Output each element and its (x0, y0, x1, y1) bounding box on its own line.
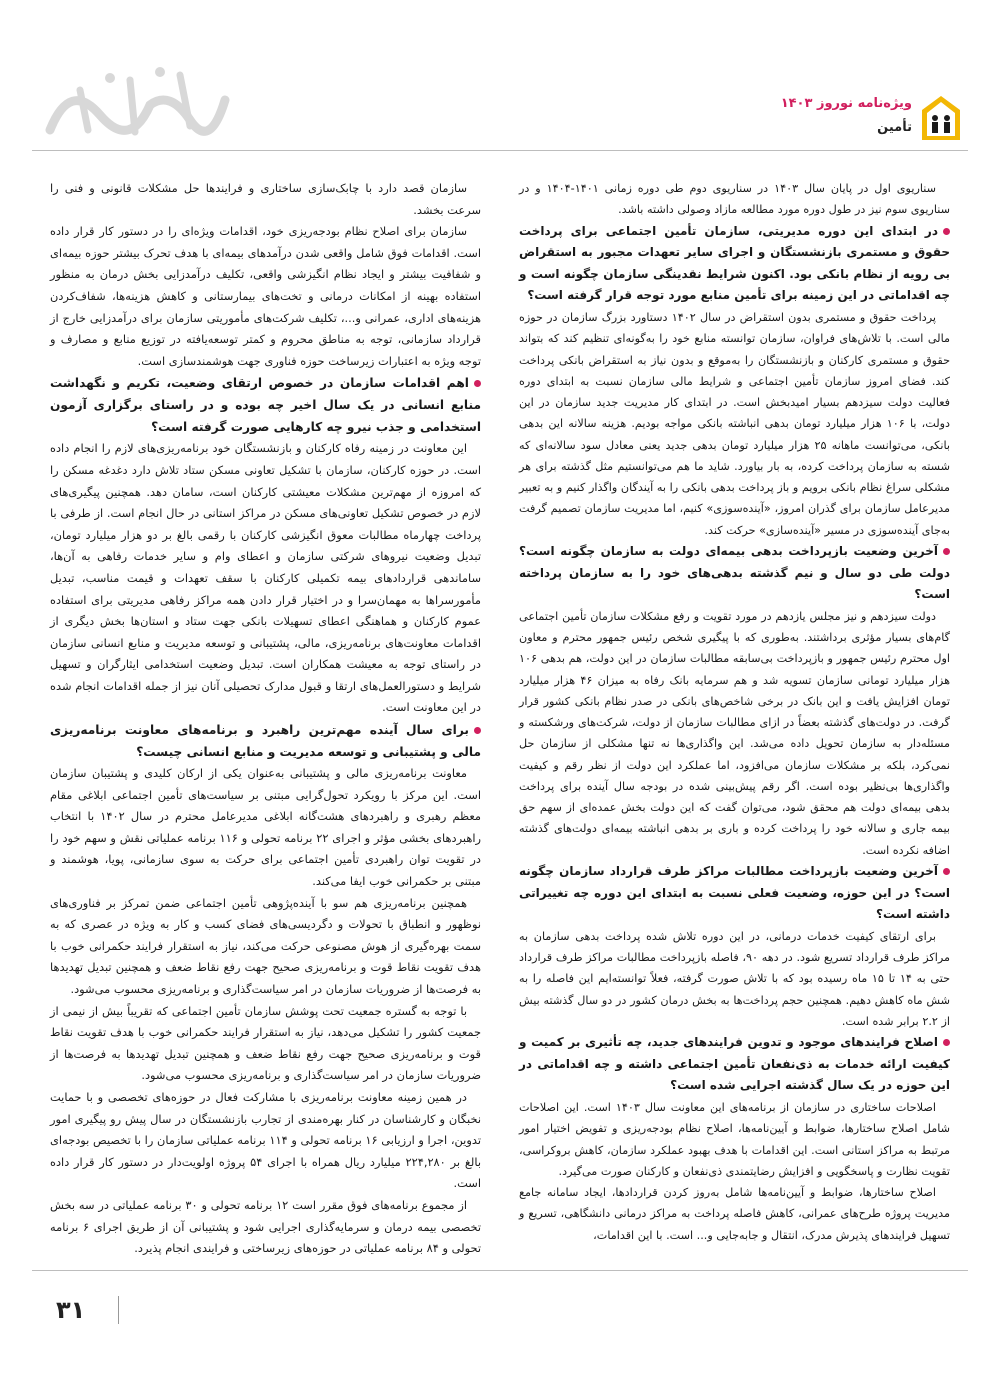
paragraph: در همین زمینه معاونت برنامه‌ریزی با مشارکت فعال در حوزه‌های تخصصی و با حمایت نخبگان و کارشناسان در کنار بهره‌مندی از تجارب بازنشستگان در سال پیش رو پیگیری امور تدوین، اجرا و ارزیابی ۱۶ برنامه تحولی و ۱۱۴ برنامه عملیاتی سازمان را با تخصیص بودجه‌ای بالغ بر ۲۲۴,۲۸۰ میلیارد ریال همراه با اجرای ۵۴ پروژه اولویت‌دار در دستور کار قرار داده است. (50, 1089, 482, 1191)
bullet-icon (943, 228, 950, 235)
paragraph: معاونت برنامه‌ریزی مالی و پشتیبانی به‌عنوان یکی از ارکان کلیدی و پشتیبان سازمان است. این مرکز با رویکرد تحول‌گرایی مبتنی بر سیاست‌های تأمین اجتماعی ابلاغی مقام معظم رهبری و راهبردهای هشت‌گانه ابلاغی مدیرعامل محترم در سال ۱۴۰۲ با انتخاب راهبردهای بخشی مؤثر و اجرای ۲۲ برنامه تحولی و ۱۱۶ برنامه عملیاتی نقش و سهم خود را در تقویت توان راهبردی تأمین اجتماعی برای حرکت به سوی سازمانی، پویا، هوشمند و مبتنی بر حکمرانی خوب ایفا می‌کند. (50, 766, 481, 889)
question-text: اهم اقدامات سازمان در خصوص ارتقای وضعیت، تکریم و نگهداشت منابع انسانی در یک سال اخیر چه بوده و در راستای برگزاری آزمون استخدامی و جذب نیرو چه کارهایی صورت گرفته است؟ (50, 376, 481, 435)
section-title: تأمین (877, 120, 912, 135)
question-text: در ابتدای این دوره مدیریتی، سازمان تأمین اجتماعی برای پرداخت حقوق و مستمری بازنشستگان و اجرای سایر تعهدات مجبور به استقراض بی رویه از نظام بانکی بود. اکنون شرایط نقدینگی سازمان چگونه است و چه اقداماتی در این زمینه برای تأمین منابع مورد توجه قرار گرفته است؟ (519, 223, 950, 303)
paragraph: همچنین برنامه‌ریزی هم سو با آینده‌پژوهی تأمین اجتماعی ضمن تمرکز بر فناوری‌های نوظهور و انطباق با تحولات و دگردیسی‌های فضای کسب و کار به ویژه در عصری که به سمت بهره‌گیری از هوش مصنوعی حرکت می‌کند، نیاز به استقرار فرایند حکمرانی خوب با هدف تقویت نقاط قوت و برنامه‌ریزی صحیح جهت رفع نقاط ضعف و همچنین تبدیل تهدیدها به فرصت‌ها از ضروریات سازمان در امر سیاست‌گذاری و برنامه‌ریزی محسوب می‌شود. (50, 895, 481, 996)
masthead-logo-graphic (40, 60, 230, 145)
question-text: آخرین وضعیت بازپرداخت بدهی بیمه‌ای دولت به سازمان چگونه است؟ دولت طی دو سال و نیم گذشته بدهی‌های خود را به سازمان پرداخته است؟ (519, 543, 950, 602)
page-number-divider (118, 1296, 119, 1324)
paragraph: دولت سیزدهم و نیز مجلس یازدهم در مورد تقویت و رفع مشکلات سازمان تأمین اجتماعی گام‌های بسیار مؤثری برداشتند. به‌طوری که با پیگیری شخص رئیس جمهور محترم و معاون اول محترم رئیس جمهور و بازپرداخت بی‌سابقه مطالبات سازمان در این دولت، هم بدهی ۱۰۶ هزار میلیارد تومانی سازمان تسویه شد و هم سرمایه بانک رفاه به میزان ۴۶ هزار میلیارد تومان افزایش یافت و این بانک در برخی شاخص‌های بانکی در صدر نظام بانکی کشور قرار گرفت. در دولت‌های گذشته بعضاً در ازای مطالبات سازمان از دولت، شرکت‌های ورشکسته و مسئله‌دار به سازمان تحویل داده می‌شد. این واگذاری‌ها نه تنها مشکلی از سازمان حل نمی‌کرد، بلکه بر مشکلات سازمان می‌افزود، اما عملکرد این دولت از نظر رقم و کیفیت واگذاری‌ها بی‌نظیر بوده است. اگر رقم پیش‌بینی شده در بودجه سال آینده برای پرداخت بدهی بیمه‌ای دولت هم محقق شود، می‌توان گفت که این دولت بخش عمده‌ای از سهم حق بیمه جاری و سالانه خود را پرداخت کرده و باری بر بدهی انباشته بیمه‌ای دولت‌های گذشته اضافه نکرده است. (519, 609, 950, 857)
issue-title: ویژه‌نامه نوروز ۱۴۰۳ (780, 96, 912, 111)
magazine-masthead (40, 60, 230, 145)
bullet-icon (943, 548, 950, 555)
paragraph: با توجه به گستره جمعیت تحت پوشش سازمان تأمین اجتماعی که تقریباً بیش از نیمی از جمعیت کشور را تشکیل می‌دهد، نیاز به استقرار فرایند حکمرانی خوب با هدف تقویت نقاط قوت و برنامه‌ریزی صحیح جهت رفع نقاط ضعف و همچنین تبدیل تهدیدها به فرصت‌ها از ضروریات سازمان در امر سیاست‌گذاری و برنامه‌ریزی محسوب می‌شود. (50, 1003, 481, 1083)
paragraph: اصلاح ساختارها، ضوابط و آیین‌نامه‌ها شامل به‌روز کردن قراردادها، ایجاد سامانه جامع مدیریت پروژه طرح‌های عمرانی، کاهش فاصله پرداخت به مراکز درمانی دانشگاهی، تسریع و تسهیل فرایندهای پذیرش مدرک، انتقال و جابه‌جایی و... است. با این اقدامات، (519, 1186, 950, 1242)
paragraph: این معاونت در زمینه رفاه کارکنان و بازنشستگان خود برنامه‌ریزی‌های لازم را انجام داده است. در حوزه کارکنان، سازمان با تشکیل تعاونی مسکن ستاد تلاش دارد دغدغه مسکن را که امروزه از مهم‌ترین مشکلات معیشتی کارکنان است، سامان دهد. همچنین پیگیری‌های لازم در خصوص تشکیل تعاونی‌های مسکن در مراکز استانی در حال انجام است. از طرفی با پرداخت چهارماه مطالبات معوق انگیزشی کارکنان با رقمی بالغ بر دو هزار میلیارد تومان، تبدیل وضعیت نیروهای شرکتی سازمان و اعطای وام و سایر خدمات رفاهی به آن‌ها، ساماندهی قراردادهای بیمه تکمیلی کارکنان با سقف تعهدات و قیمت مناسب، تبدیل مأمورسراها به مهمان‌سرا و در اختیار قرار دادن همه مراکز رفاهی مدیریتی برای استفاده عموم کارکنان و هماهنگی اعطای تسهیلات بانکی جهت ستاد و استان‌ها بخش دیگری از اقدامات معاونت‌های برنامه‌ریزی، مالی، پشتیبانی و توسعه مدیریت و منابع انسانی سازمان در راستای توجه به معیشت همکاران است. تبدیل وضعیت استخدامی ایثارگران و تسهیل شرایط و دستورالعمل‌های ارتقا و قبول مدارک تحصیلی آنان نیز از جمله اقدامات انجام شده در این معاونت است. (50, 441, 481, 715)
interview-question (519, 221, 950, 308)
paragraph: سازمان قصد دارد با چابک‌سازی ساختاری و فرایندها حل مشکلات قانونی و فنی را سرعت بخشد. (50, 181, 481, 217)
footer-divider (32, 1270, 968, 1271)
section-header (730, 96, 960, 144)
header-divider (32, 150, 968, 151)
paragraph: اصلاحات ساختاری در سازمان از برنامه‌های این معاونت سال ۱۴۰۳ است. این اصلاحات شامل اصلاح ساختارها، ضوابط و آیین‌نامه‌ها، اصلاح نظام بودجه‌ریزی و تفویض اختیار امور مرتبط به مراکز استانی است. این اقدامات با هدف بهبود عملکرد سازمان، کاهش بروکراسی، تقویت نظارت و پاسخگویی و افزایش رضایتمندی ذی‌نفعان و کارکنان صورت می‌گیرد. (519, 1101, 950, 1178)
bullet-icon (943, 868, 950, 875)
interview-question (50, 372, 481, 438)
question-text: آخرین وضعیت بازپرداخت مطالبات مراکز طرف قرارداد سازمان چگونه است؟ در این حوزه، وضعیت فعلی نسبت به ابتدای این دوره چه تغییراتی داشته است؟ (519, 863, 950, 922)
paragraph: پرداخت حقوق و مستمری بدون استقراض در سال ۱۴۰۲ دستاورد بزرگ سازمان در حوزه مالی است. با تلاش‌های فراوان، سازمان توانسته منابع خود را به‌گونه‌ای تنظیم کند که بتواند حقوق و مستمری کارکنان و بازنشستگان را به‌موقع و بدون نیاز به استقراض بانکی پرداخت کند. فضای امروز سازمان تأمین اجتماعی و شرایط مالی سازمان نسبت به ابتدای دوره فعالیت دولت سیزدهم بسیار امیدبخش است. در ابتدای کار مدیریت جدید سازمان در این دولت، با ۱۰۶ هزار میلیارد تومان بدهی انباشته بانکی مواجه بودیم. هزینه سالانه این بدهی بانکی، می‌توانست ماهانه ۲۵ هزار میلیارد تومان بدهی جدید یعنی معادل سود سالانه‌ای که شسته به سازمان پرداخت کرده، به بار بیاورد. شاید ما هم می‌توانستیم مثل گذشته برای هر مشکلی سراغ نظام بانکی برویم و باز پرداخت بدهی بانکی را به آیندگان واگذار کنیم و به تعبیر مدیرعامل سازمان برای گذران امروز، «آینده‌سوزی» کنیم، اما مدیریت سازمان تصمیم گرفت به‌جای آینده‌سوزی در مسیر «آینده‌سازی» حرکت کند. (519, 311, 950, 537)
interview-question (519, 861, 950, 926)
tamin-logo-icon (922, 96, 960, 140)
question-text: برای سال آینده مهم‌ترین راهبرد و برنامه‌های معاونت برنامه‌ریزی مالی و پشتیبانی و توسعه مدیریت و منابع انسانی چیست؟ (50, 723, 481, 760)
bullet-icon (943, 1039, 950, 1046)
interview-question (519, 541, 950, 606)
interview-question (50, 719, 481, 763)
right-column (519, 178, 950, 1246)
paragraph: سناریوی اول در پایان سال ۱۴۰۳ در سناریوی دوم طی دوره زمانی ۱۴۰۱-۱۴۰۴ و در سناریوی سوم نیز در طول دوره مورد مطالعه مازاد وصولی داشته باشد. (519, 182, 950, 217)
bullet-icon (474, 380, 481, 387)
left-column (50, 178, 481, 1260)
paragraph: برای ارتقای کیفیت خدمات درمانی، در این دوره تلاش شده پرداخت بدهی سازمان به مراکز طرف قرارداد تسریع شود. در دهه ۹۰، فاصله بازپرداخت مطالبات مراکز طرف قرارداد حتی به ۱۴ تا ۱۵ ماه رسیده بود که با تلاش صورت گرفته، فعلاً توانسته‌ایم این فاصله را به شش ماه کاهش دهیم. همچنین حجم پرداخت‌ها به بخش درمان کشور در دو سال گذشته بیش از ۲.۲ برابر شده است. (519, 929, 951, 1028)
bullet-icon (474, 727, 481, 734)
paragraph: از مجموع برنامه‌های فوق مقرر است ۱۲ برنامه تحولی و ۳۰ برنامه عملیاتی در سه بخش تخصصی بیمه درمان و سرمایه‌گذاری اجرایی شود و پشتیبانی آن از طریق اجرای ۶ برنامه تحولی و ۸۴ برنامه عملیاتی در حوزه‌های زیرساختی و فرایندی انجام پذیرد. (50, 1197, 481, 1256)
paragraph: سازمان برای اصلاح نظام بودجه‌ریزی خود، اقدامات ویژه‌ای را در دستور کار قرار داده است. اقدامات فوق شامل واقعی شدن درآمدهای بیمه‌ای با هدف تحرک بیشتر حوزه بیمه‌ای و شفافیت بیشتر و ایجاد نظام انگیزشی واقعی، تکلیف درآمدزایی بخش درمان به منظور استفاده بهینه از امکانات درمانی و تخت‌های بیمارستانی و کاهش هزینه‌ها، شفاف‌کردن هزینه‌های اداری، عمرانی و...، تکلیف شرکت‌های مأموریتی سازمان برای درآمدزایی خارج از قرارداد سازمانی، توجه به مناطق محروم و کمتر توسعه‌یافته در توزیع منابع و مصارف و توجه ویژه به اعتبارات زیرساخت حوزه فناوری جهت هوشمندسازی است. (50, 224, 481, 368)
page-number: ۳۱ (56, 1296, 86, 1324)
interview-question (519, 1032, 950, 1097)
question-text: اصلاح فرایندهای موجود و تدوین فرایندهای جدید، چه تأثیری بر کمیت و کیفیت ارائه خدمات به ذی‌نفعان تأمین اجتماعی داشته و چه اقداماتی در این حوزه در یک سال گذشته اجرایی شده است؟ (519, 1035, 950, 1093)
